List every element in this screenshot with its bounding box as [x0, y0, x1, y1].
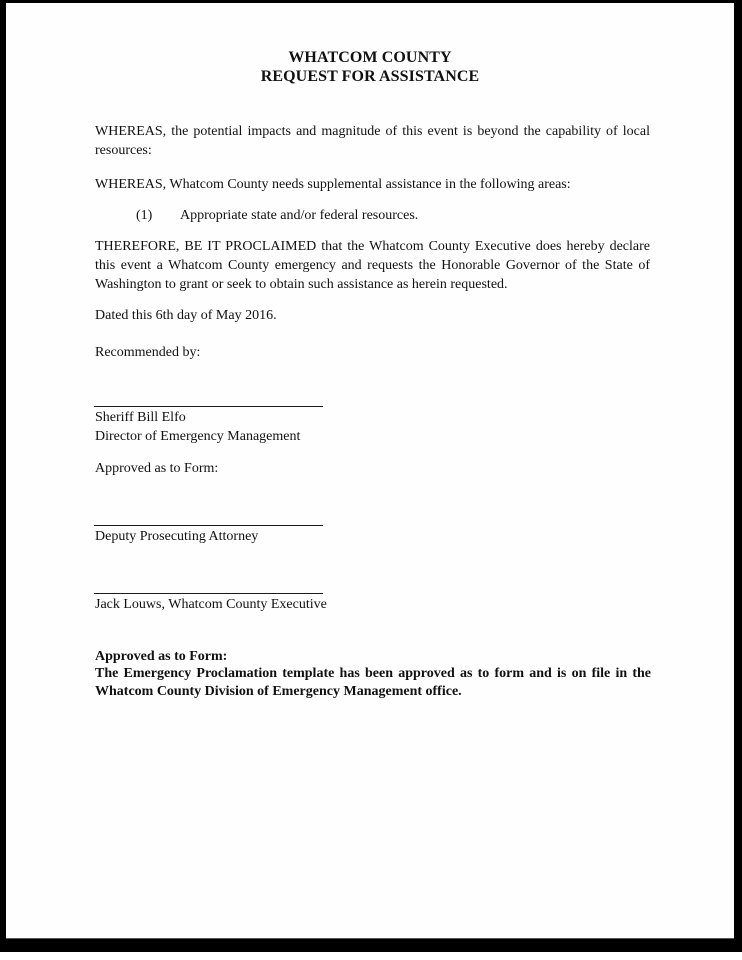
footer-note: The Emergency Proclamation template has been approved as to form and is on file in the Whatcom County Division of Emergency Management office. [95, 666, 651, 699]
approved-as-to-form-label: Approved as to Form: [95, 461, 219, 476]
signer-name-executive: Jack Louws, Whatcom County Executive [95, 597, 327, 612]
recommended-by-label: Recommended by: [95, 345, 201, 360]
therefore-paragraph: THEREFORE, BE IT PROCLAIMED that the Whatcom County Executive does hereby declare this event a Whatcom County emergency and requests the Honorable Governor of the State of Washington to grant or seek to obtain such assistance as herein requested. [95, 239, 650, 292]
signer-name-sheriff: Sheriff Bill Elfo [95, 410, 186, 425]
footer-heading: Approved as to Form: [95, 649, 228, 664]
dated-line: Dated this 6th day of May 2016. [95, 308, 277, 323]
assistance-area-number: (1) [136, 208, 153, 223]
page-bottom-edge [6, 938, 734, 939]
signer-name-attorney: Deputy Prosecuting Attorney [95, 529, 259, 544]
assistance-area-text: Appropriate state and/or federal resources. [180, 208, 419, 223]
whereas-paragraph-2: WHEREAS, Whatcom County needs supplemental assistance in the following areas: [95, 177, 571, 192]
assistance-area-item [136, 206, 418, 225]
document-title-request: REQUEST FOR ASSISTANCE [260, 68, 480, 85]
document-content [6, 3, 734, 938]
signer-title-sheriff: Director of Emergency Management [95, 429, 301, 444]
document-title-county: WHATCOM COUNTY [288, 49, 452, 66]
signature-line-sheriff [94, 406, 323, 407]
signature-line-executive [94, 593, 323, 594]
signature-line-attorney [94, 525, 323, 526]
whereas-paragraph-1: WHEREAS, the potential impacts and magnitude of this event is beyond the capability of local resources: [95, 124, 650, 158]
document-page [6, 3, 734, 938]
